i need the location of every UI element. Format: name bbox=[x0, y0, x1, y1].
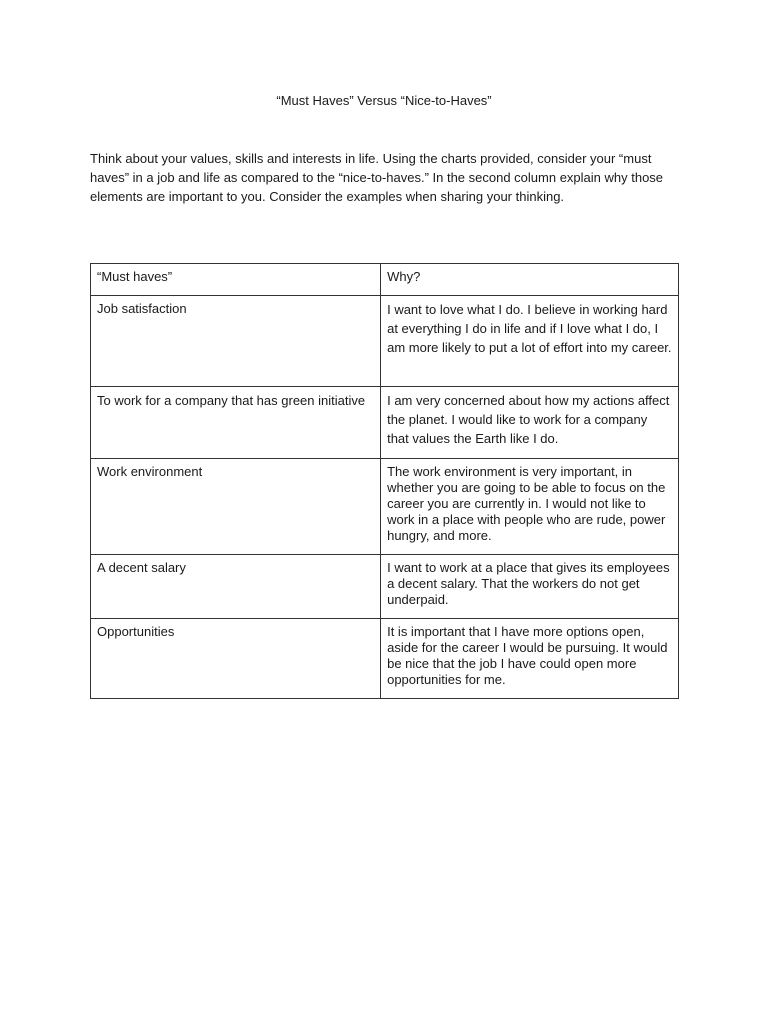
header-why: Why? bbox=[381, 264, 679, 296]
table-row bbox=[91, 387, 679, 459]
table-row bbox=[91, 619, 679, 699]
header-must-haves: “Must haves” bbox=[91, 264, 381, 296]
row-why: I want to love what I do. I believe in working hard at everything I do in life and if I love what I do, I am more likely to put a lot of effort into my career. bbox=[381, 296, 679, 387]
table-row bbox=[91, 459, 679, 555]
table-row bbox=[91, 296, 679, 387]
row-why: The work environment is very important, in whether you are going to be able to focus on the career you are currently in. I would not like to work in a place with people who are rude, power hungry, and more. bbox=[381, 459, 679, 555]
row-item: A decent salary bbox=[91, 555, 381, 619]
row-why: It is important that I have more options open, aside for the career I would be pursuing. It would be nice that the job I have could open more opportunities for me. bbox=[381, 619, 679, 699]
row-why: I am very concerned about how my actions affect the planet. I would like to work for a company that values the Earth like I do. bbox=[381, 387, 679, 459]
row-why: I want to work at a place that gives its employees a decent salary. That the workers do not get underpaid. bbox=[381, 555, 679, 619]
row-item: Opportunities bbox=[91, 619, 381, 699]
row-item: To work for a company that has green initiative bbox=[91, 387, 381, 459]
page-title: “Must Haves” Versus “Nice-to-Haves” bbox=[276, 93, 492, 108]
row-item: Job satisfaction bbox=[91, 296, 381, 387]
must-haves-table bbox=[90, 263, 679, 699]
intro-text: Think about your values, skills and interests in life. Using the charts provided, consider your “must haves” in a job and life as compared to the “nice-to-haves.” In the second column explain why those elements are important to you. Consider the examples when sharing your thinking. bbox=[90, 151, 664, 204]
table-header-row bbox=[91, 264, 679, 296]
intro-paragraph bbox=[90, 149, 680, 206]
row-item: Work environment bbox=[91, 459, 381, 555]
table-row bbox=[91, 555, 679, 619]
